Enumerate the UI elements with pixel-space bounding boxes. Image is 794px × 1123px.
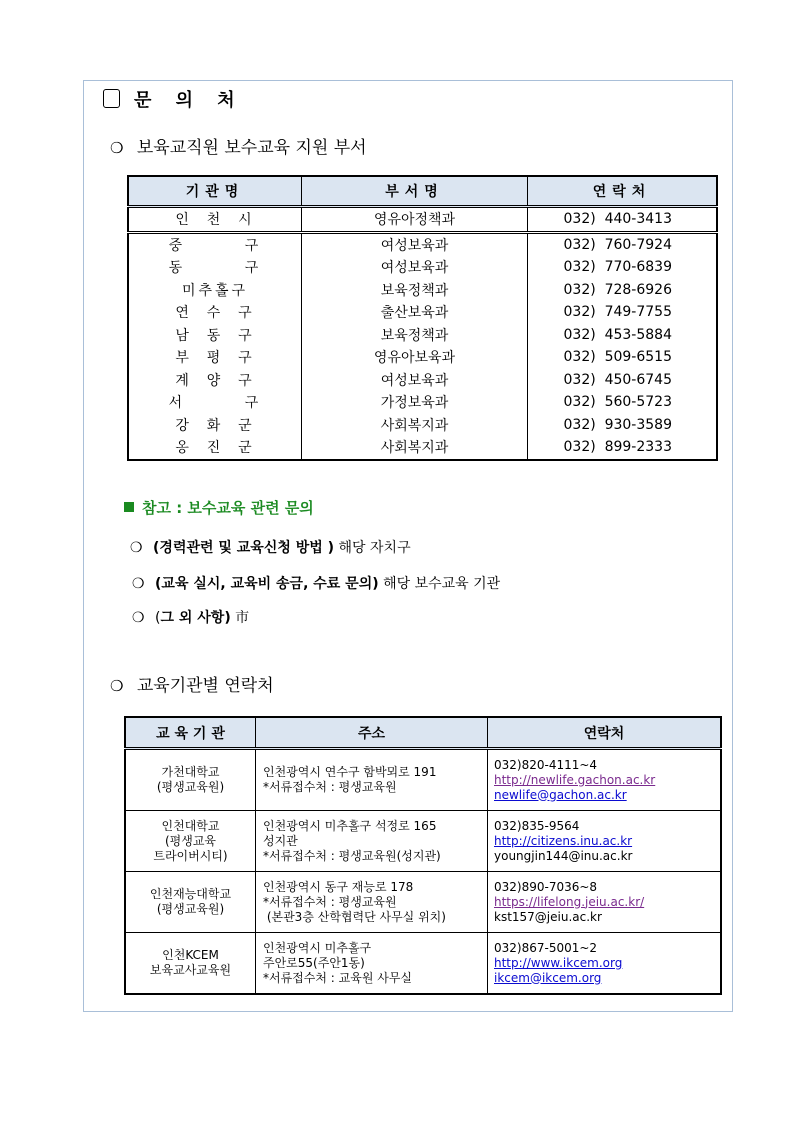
table-row [125,749,721,811]
circle-bullet-icon: ❍ [110,677,124,695]
address-line: (본관3층 산학협력단 사무실 위치) [263,909,446,924]
department-table [127,175,718,461]
circle-bullet-icon: ❍ [132,576,145,592]
table-row [128,256,717,279]
institution-cell [125,811,256,872]
header-cell: 부서명 [302,176,528,207]
phone-cell: 032) 770-6839 [528,256,718,279]
table-row [128,301,717,324]
agency-cell: 강 화 군 [128,414,302,437]
reference-item-text: 해당 보수교육 기관 [378,576,501,592]
institution-line: (평생교육 [164,833,217,848]
department-cell: 여성보육과 [302,369,528,392]
address-line: 인천광역시 연수구 함박뫼로 191 [263,765,437,779]
contact-text: kst157@jeiu.ac.kr [494,909,602,924]
department-cell: 보육정책과 [302,279,528,302]
address-line: 성지관 [263,833,298,848]
reference-item [130,537,411,557]
agency-cell: 동 구 [128,256,302,279]
contact-link[interactable]: newlife@gachon.ac.kr [494,787,627,802]
sub-heading-text: 교육기관별 연락처 [136,676,274,696]
phone-cell: 032) 930-3589 [528,414,718,437]
department-cell: 출산보육과 [302,301,528,324]
table-header-row [125,717,721,749]
agency-cell: 미추홀구 [128,279,302,302]
reference-item-prefix: ( [155,610,161,626]
institution-cell [125,872,256,933]
reference-item-text: 해당 자치구 [334,540,411,556]
phone-cell: 032) 560-5723 [528,391,718,414]
reference-item-bold: (경력관련 및 교육신청 방법 ) [153,540,335,556]
address-line: 인천광역시 미추홀구 석정로 165 [263,818,437,833]
address-cell [256,811,488,872]
address-line: *서류접수처 : 평생교육원 [263,780,397,794]
institution-line: 인천KCEM [162,948,219,962]
agency-cell: 중 구 [128,232,302,256]
table-row [128,346,717,369]
reference-item-text: 市 [230,610,250,626]
reference-item-bold: (교육 실시, 교육비 송금, 수료 문의) [155,576,379,592]
contact-text: youngjin144@inu.ac.kr [494,848,633,863]
contact-cell [488,749,722,811]
contact-cell [488,933,722,995]
table-row [125,811,721,872]
address-line: *서류접수처 : 교육원 사무실 [263,970,412,985]
institution-cell [125,933,256,995]
reference-item [132,573,500,593]
sub-heading-institutions [110,671,274,696]
institution-table [124,716,722,995]
phone-cell: 032) 749-7755 [528,301,718,324]
agency-cell: 서 구 [128,391,302,414]
reference-item [132,607,249,627]
circle-bullet-icon: ❍ [130,540,143,556]
contact-link[interactable]: https://lifelong.jeiu.ac.kr/ [494,894,645,909]
agency-cell: 연 수 구 [128,301,302,324]
contact-link[interactable]: http://www.ikcem.org [494,955,623,970]
department-cell: 사회복지과 [302,436,528,460]
table-row [128,279,717,302]
department-cell: 여성보육과 [302,256,528,279]
agency-cell: 부 평 구 [128,346,302,369]
sub-heading-text: 보육교직원 보수교육 지원 부서 [136,138,367,158]
address-line: *서류접수처 : 평생교육원 [263,894,397,909]
reference-heading [124,497,314,518]
sub-heading-departments [110,133,367,158]
phone-cell: 032) 509-6515 [528,346,718,369]
contact-link[interactable]: http://newlife.gachon.ac.kr [494,772,656,787]
agency-cell: 남 동 구 [128,324,302,347]
contact-cell [488,811,722,872]
contact-text: 032)820-4111~4 [494,757,598,772]
contact-text: 032)890-7036~8 [494,879,598,894]
table-row [128,391,717,414]
address-line: 주안로55(주안1동) [263,955,365,970]
table-row [128,324,717,347]
institution-line: 인천대학교 [161,818,220,833]
phone-cell: 032) 450-6745 [528,369,718,392]
table-row [128,369,717,392]
department-cell: 보육정책과 [302,324,528,347]
table-row [128,232,717,256]
department-cell: 영유아정책과 [302,207,528,233]
address-line: 인천광역시 미추홀구 [263,940,372,955]
table-row [128,436,717,460]
header-cell: 기관명 [128,176,302,207]
contact-link[interactable]: ikcem@ikcem.org [494,970,602,985]
institution-line: (평생교육원) [156,780,225,794]
institution-line: 인천재능대학교 [149,887,232,901]
header-cell: 연락처 [528,176,718,207]
address-line: *서류접수처 : 평생교육원(성지관) [263,848,441,863]
institution-cell [125,749,256,811]
header-cell: 연락처 [488,717,722,749]
square-bullet-icon [124,502,134,512]
department-cell: 가정보육과 [302,391,528,414]
header-cell: 주소 [256,717,488,749]
section-title: 문 의 처 [134,90,244,111]
agency-cell: 인 천 시 [128,207,302,233]
phone-cell: 032) 440-3413 [528,207,718,233]
address-cell [256,872,488,933]
checkbox-icon [103,89,120,108]
department-cell: 사회복지과 [302,414,528,437]
table-header-row [128,176,717,207]
circle-bullet-icon: ❍ [132,610,145,626]
contact-text: 032)835-9564 [494,818,580,833]
table-row [128,207,717,233]
reference-item-bold: 그 외 사항) [160,610,231,626]
contact-cell [488,872,722,933]
agency-cell: 옹 진 군 [128,436,302,460]
table-row [125,872,721,933]
agency-cell: 계 양 구 [128,369,302,392]
address-cell [256,933,488,995]
contact-link[interactable]: http://citizens.inu.ac.kr [494,833,633,848]
table-row [128,414,717,437]
department-cell: 영유아보육과 [302,346,528,369]
institution-line: 가천대학교 [161,765,220,779]
circle-bullet-icon: ❍ [110,139,124,157]
reference-title: 참고 : 보수교육 관련 문의 [142,499,314,517]
institution-line: 보육교사교육원 [149,963,232,977]
table-row [125,933,721,995]
address-line: 인천광역시 동구 재능로 178 [263,879,414,894]
header-cell: 교 육 기 관 [125,717,256,749]
department-cell: 여성보육과 [302,232,528,256]
phone-cell: 032) 760-7924 [528,232,718,256]
phone-cell: 032) 453-5884 [528,324,718,347]
institution-line: (평생교육원) [156,902,225,916]
phone-cell: 032) 728-6926 [528,279,718,302]
contact-text: 032)867-5001~2 [494,940,598,955]
institution-line: 트라이버시티) [153,848,228,863]
address-cell [256,749,488,811]
phone-cell: 032) 899-2333 [528,436,718,460]
